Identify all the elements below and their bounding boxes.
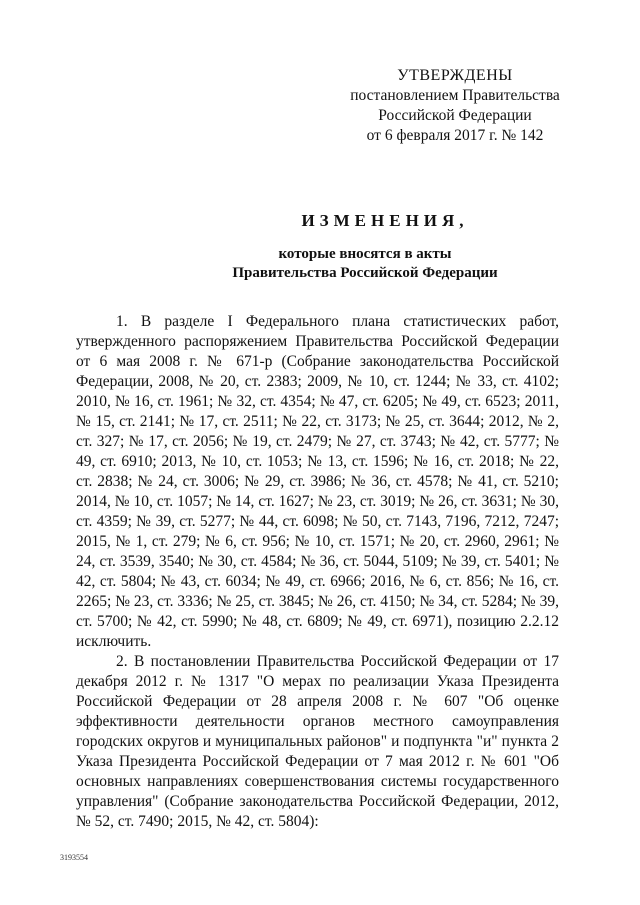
approval-heading: УТВЕРЖДЕНЫ: [397, 67, 513, 84]
subtitle-line-2: Правительства Российской Федерации: [232, 265, 498, 281]
document-body: [76, 312, 559, 832]
paragraph-2: 2. В постановлении Правительства Российской Федерации от 17 декабря 2012 г. № 1317 "О мерах по реализации Указа Президента Российской Федерации от 28 апреля 2008 г. № 607 "Об оценке эффективности деятельности органов местного самоуправления городских округов и муниципальных районов" и подпункта "и" пункта 2 Указа Президента Российской Федерации от 7 мая 2012 г. № 601 "Об основных направлениях совершенствования системы государственного управления" (Собрание законодательства Российской Федерации, 2012, № 52, ст. 7490; 2015, № 42, ст. 5804):: [76, 653, 559, 830]
approval-block: [330, 66, 580, 146]
document-number: 3193554: [60, 853, 88, 862]
title-block: [0, 211, 640, 283]
subtitle-line-1: которые вносятся в акты: [278, 246, 452, 262]
document-subtitle: [90, 245, 640, 283]
approval-line-2: Российской Федерации: [378, 107, 532, 124]
document-title: ИЗМЕНЕНИЯ,: [301, 211, 469, 230]
paragraph-1: 1. В разделе I Федерального плана статистических работ, утвержденного распоряжением Правительства Российской Федерации от 6 мая 2008 г. № 671-р (Собрание законодательства Российской Федерации, 2008, № 20, ст. 2383; 2009, № 10, ст. 1244; № 33, ст. 4102; 2010, № 16, ст. 1961; № 32, ст. 4354; № 47, ст. 6205; № 49, ст. 6523; 2011, № 15, ст. 2141; № 17, ст. 2511; № 22, ст. 3173; № 25, ст. 3644; 2012, № 2, ст. 327; № 17, ст. 2056; № 19, ст. 2479; № 27, ст. 3743; № 42, ст. 5777; № 49, ст. 6910; 2013, № 10, ст. 1053; № 13, ст. 1596; № 16, ст. 2018; № 22, ст. 2838; № 24, ст. 3006; № 29, ст. 3986; № 36, ст. 4578; № 41, ст. 5210; 2014, № 10, ст. 1057; № 14, ст. 1627; № 23, ст. 3019; № 26, ст. 3631; № 30, ст. 4359; № 39, ст. 5277; № 44, ст. 6098; № 50, ст. 7143, 7196, 7212, 7247; 2015, № 1, ст. 279; № 6, ст. 956; № 10, ст. 1571; № 20, ст. 2960, 2961; № 24, ст. 3539, 3540; № 30, ст. 4584; № 36, ст. 5044, 5109; № 39, ст. 5401; № 42, ст. 5804; № 43, ст. 6034; № 49, ст. 6966; 2016, № 6, ст. 856; № 16, ст. 2265; № 23, ст. 3336; № 25, ст. 3845; № 26, ст. 4150; № 34, ст. 5284; № 39, ст. 5700; № 42, ст. 5990; № 48, ст. 6809; № 49, ст. 6971), позицию 2.2.12 исключить.: [76, 313, 559, 650]
approval-line-3: от 6 февраля 2017 г. № 142: [366, 127, 544, 144]
approval-line-1: постановлением Правительства: [350, 87, 560, 104]
